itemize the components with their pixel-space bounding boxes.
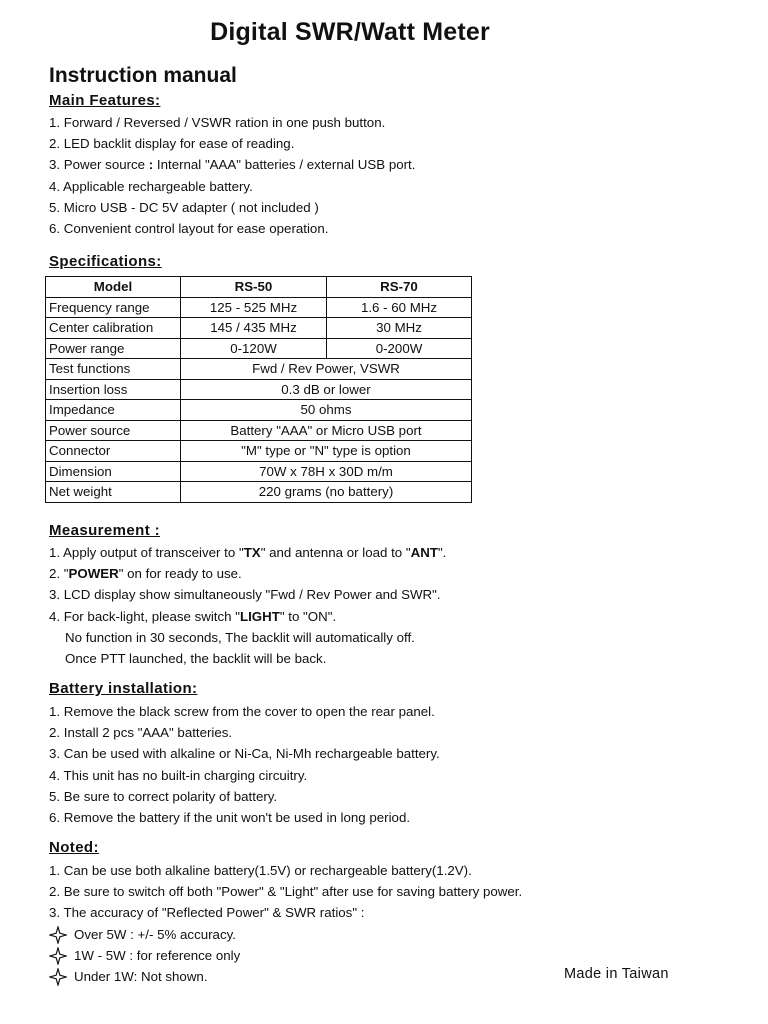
measurement-item: 2. "POWER" on for ready to use. [49,566,242,582]
battery-list [49,701,440,828]
noted-bullet: Under 1W: Not shown. [49,966,522,987]
table-row [46,400,472,421]
battery-item: 3. Can be used with alkaline or Ni-Ca, Ni-Mh rechargeable battery. [49,746,440,762]
table-cell: 0.3 dB or lower [181,379,472,400]
noted-list [49,860,522,987]
row-label: Impedance [46,400,181,421]
measurement-list [49,542,446,669]
battery-item: 5. Be sure to correct polarity of battery. [49,788,278,804]
table-cell: 1.6 - 60 MHz [327,297,472,318]
feature-item: 3. Power source : Internal "AAA" batteries / external USB port. [49,157,416,173]
battery-item: 6. Remove the battery if the unit won't be used in long period. [49,809,411,825]
table-row [46,482,472,503]
noted-item: 2. Be sure to switch off both "Power" & "Light" after use for saving battery power. [49,884,523,900]
table-cell: 70W x 78H x 30D m/m [181,461,472,482]
row-label: Power source [46,420,181,441]
measurement-item: 3. LCD display show simultaneously "Fwd / Rev Power and SWR". [49,587,441,603]
feature-item: 6. Convenient control layout for ease operation. [49,220,329,236]
row-label: Power range [46,338,181,359]
table-row [46,461,472,482]
table-header-row [46,277,472,298]
noted-bullet: Over 5W : +/- 5% accuracy. [49,924,522,945]
table-cell: Battery "AAA" or Micro USB port [181,420,472,441]
specifications-table [45,276,472,503]
battery-item: 4. This unit has no built-in charging circuitry. [49,767,308,783]
table-row [46,441,472,462]
features-list [49,112,415,239]
table-row [46,297,472,318]
table-header-cell: RS-50 [181,277,327,298]
row-label: Net weight [46,482,181,503]
features-heading: Main Features: [49,92,161,109]
row-label: Test functions [46,359,181,380]
table-cell: 30 MHz [327,318,472,339]
specifications-heading: Specifications: [49,253,162,270]
measurement-item: 4. For back-light, please switch "LIGHT" to "ON". [49,608,337,624]
table-row [46,379,472,400]
table-cell: 50 ohms [181,400,472,421]
table-header-cell: RS-70 [327,277,472,298]
noted-heading: Noted: [49,839,99,856]
manual-heading: Instruction manual [49,64,237,87]
table-cell: 145 / 435 MHz [181,318,327,339]
noted-item: 1. Can be use both alkaline battery(1.5V) or rechargeable battery(1.2V). [49,863,472,878]
row-label: Frequency range [46,297,181,318]
battery-item: 1. Remove the black screw from the cover to open the rear panel. [49,704,435,719]
table-header-cell: Model [46,277,181,298]
table-row [46,420,472,441]
table-cell: "M" type or "N" type is option [181,441,472,462]
feature-item: 4. Applicable rechargeable battery. [49,178,253,194]
feature-item: 2. LED backlit display for ease of reading. [49,136,295,152]
four-point-star-icon [49,968,67,986]
noted-item: 3. The accuracy of "Reflected Power" & SWR ratios" : [49,905,365,921]
measurement-note: No function in 30 seconds, The backlit will automatically off. [65,629,415,645]
row-label: Connector [46,441,181,462]
row-label: Center calibration [46,318,181,339]
measurement-item: 1. Apply output of transceiver to "TX" and antenna or load to "ANT". [49,545,447,560]
four-point-star-icon [49,947,67,965]
row-label: Insertion loss [46,379,181,400]
document-title: Digital SWR/Watt Meter [210,18,490,46]
noted-bullet: 1W - 5W : for reference only [49,945,522,966]
four-point-star-icon [49,926,67,944]
table-row [46,318,472,339]
table-cell: 0-200W [327,338,472,359]
table-cell: Fwd / Rev Power, VSWR [181,359,472,380]
table-cell: 125 - 525 MHz [181,297,327,318]
measurement-note: Once PTT launched, the backlit will be back. [65,650,327,666]
battery-heading: Battery installation: [49,680,198,697]
table-row [46,338,472,359]
measurement-heading: Measurement : [49,522,161,539]
feature-item: 1. Forward / Reversed / VSWR ration in one push button. [49,115,386,130]
table-row [46,359,472,380]
feature-item: 5. Micro USB - DC 5V adapter ( not included ) [49,199,319,215]
battery-item: 2. Install 2 pcs "AAA" batteries. [49,725,233,741]
made-in-footer: Made in Taiwan [564,966,669,982]
table-cell: 0-120W [181,338,327,359]
table-cell: 220 grams (no battery) [181,482,472,503]
row-label: Dimension [46,461,181,482]
